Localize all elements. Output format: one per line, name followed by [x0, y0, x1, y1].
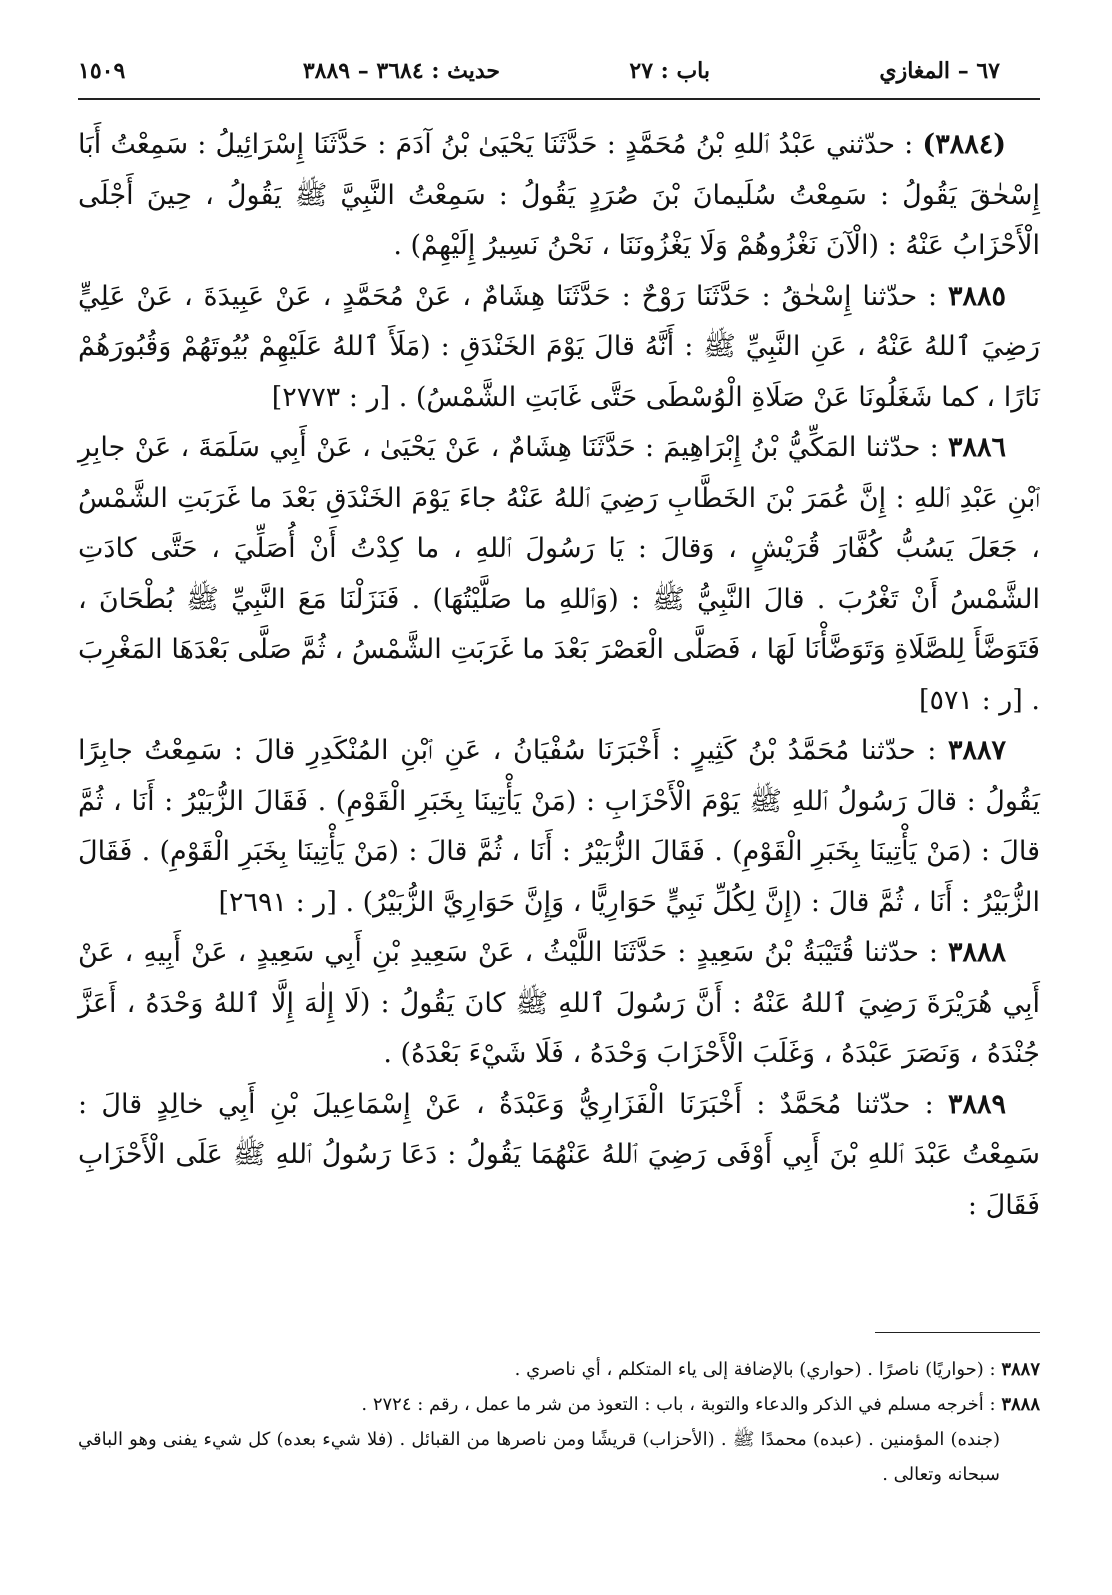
- hadith-number: ٣٨٨٧: [947, 735, 1006, 766]
- hadith-number: ٣٨٨٥: [947, 280, 1006, 312]
- hadith-paragraph: [78, 120, 1040, 272]
- footnote-text: : أخرجه مسلم في الذكر والدعاء والتوبة ، باب : التعوذ من شر ما عمل ، رقم : ٢٧٢٤ .: [361, 1394, 1002, 1415]
- footnote-text: (جنده) المؤمنين . (عبده) محمدًا ﷺ . (الأحزاب) قريشًا ومن ناصرها من القبائل . (فلا شيء بعده) كل شيء يفنى وهو الباقي سبحانه وتعالى .: [78, 1429, 1001, 1485]
- hadith-paragraph: [78, 726, 1040, 928]
- hadith-number: ٣٨٨٨: [947, 937, 1006, 968]
- hadith-number: ٣٨٨٩: [947, 1088, 1006, 1120]
- footnote: [78, 1387, 1040, 1422]
- bab-number: باب : ٢٧: [629, 58, 710, 84]
- hadith-number: (٣٨٨٤): [922, 129, 1006, 160]
- hadith-paragraph: [78, 1080, 1040, 1232]
- hadith-paragraph: [78, 272, 1040, 424]
- footnote: [78, 1352, 1040, 1387]
- hadith-text: : حدّثنا المَكِّيُّ بْنُ إِبْرَاهِيمَ : حَدَّثَنَا هِشَامٌ ، عَنْ يَحْيَىٰ ، عَنْ أَبِي سَلَمَةَ ، عَنْ جابِرِ ٱبْنِ عَبْدِ ٱللهِ : إِنَّ عُمَرَ بْنَ الخَطَّابِ رَضِيَ ٱللهُ عَنْهُ جاءَ يَوْمَ الخَنْدَقِ بَعْدَ ما غَرَبَتِ الشَّمْسُ ، جَعَلَ يَسُبُّ كُفَّارَ قُرَيْشٍ ، وَقالَ : يَا رَسُولَ ٱللهِ ، ما كِدْتُ أَنْ أُصَلِّيَ ، حَتَّى كادَتِ الشَّمْسُ أَنْ تَغْرُبَ . قالَ النَّبِيُّ ﷺ : (وَٱللهِ ما صَلَّيْتُهَا) . فَنَزَلْنَا مَعَ النَّبِيِّ ﷺ بُطْحَانَ ، فَتَوَضَّأَ لِلصَّلَاةِ وَتَوَضَّأْنَا لَهَا ، فَصَلَّى الْعَصْرَ بَعْدَ ما غَرَبَتِ الشَّمْسُ ، ثُمَّ صَلَّى بَعْدَهَا المَغْرِبَ . [ر : ٥٧١]: [78, 432, 1041, 716]
- hadith-paragraph: [78, 423, 1040, 726]
- footnote-number: ٣٨٨٨: [1001, 1394, 1040, 1415]
- footnote-number: ٣٨٨٧: [1001, 1359, 1040, 1380]
- running-header: [78, 54, 1040, 88]
- book-page: [78, 40, 1040, 1560]
- hadith-text: : حدّثني عَبْدُ ٱللهِ بْنُ مُحَمَّدٍ : حَدَّثَنَا يَحْيَىٰ بْنُ آدَمَ : حَدَّثَنَا إِسْرَائِيلُ : سَمِعْتُ أَبَا إِسْحٰقَ يَقُولُ : سَمِعْتُ سُلَيمانَ بْنَ صُرَدٍ يَقُولُ : سَمِعْتُ النَّبِيَّ ﷺ يَقُولُ ، حِينَ أَجْلَى الْأَحْزَابُ عَنْهُ : (الْآنَ نَغْزُوهُمْ وَلَا يَغْزُونَنَا ، نَحْنُ نَسِيرُ إِلَيْهِمْ) .: [78, 129, 1040, 261]
- chapter-title: ٦٧ – المغازي: [879, 58, 1000, 84]
- page-number: ١٥٠٩: [78, 58, 126, 84]
- hadith-range: حديث : ٣٦٨٤ – ٣٨٨٩: [302, 58, 500, 84]
- hadith-text: : حدّثنا مُحَمَّدُ بْنُ كَثِيرٍ : أَخْبَرَنَا سُفْيَانُ ، عَنِ ٱبْنِ المُنْكَدِرِ قالَ : سَمِعْتُ جابِرًا يَقُولُ : قالَ رَسُولُ ٱللهِ ﷺ يَوْمَ الْأَحْزَابِ : (مَنْ يَأْتِينَا بِخَبَرِ الْقَوْمِ) . فَقَالَ الزُّبَيْرُ : أَنَا ، ثُمَّ قالَ : (مَنْ يَأْتِينَا بِخَبَرِ الْقَوْمِ) . فَقَالَ الزُّبَيْرُ : أَنَا ، ثُمَّ قالَ : (مَنْ يَأْتِينَا بِخَبَرِ الْقَوْمِ) . فَقَالَ الزُّبَيْرُ : أَنَا ، ثُمَّ قالَ : (إِنَّ لِكُلِّ نَبِيٍّ حَوَارِيًّا ، وَإِنَّ حَوَارِيَّ الزُّبَيْرُ) . [ر : ٢٦٩١]: [78, 735, 1040, 918]
- hadith-text: : حدّثنا مُحَمَّدٌ : أَخْبَرَنَا الْفَزَارِيُّ وَعَبْدَةُ ، عَنْ إِسْمَاعِيلَ بْنِ أَبِي خالِدٍ قالَ : سَمِعْتُ عَبْدَ ٱللهِ بْنَ أَبِي أَوْفَى رَضِيَ ٱللهُ عَنْهُمَا يَقُولُ : دَعَا رَسُولُ ٱللهِ ﷺ عَلَى الْأَحْزَابِ فَقَالَ :: [78, 1088, 1040, 1221]
- hadith-text: : حدّثنا إِسْحٰقُ : حَدَّثَنَا رَوْحٌ : حَدَّثَنَا هِشَامٌ ، عَنْ مُحَمَّدٍ ، عَنْ عَبِيدَةَ ، عَنْ عَلِيٍّ رَضِيَ ٱللهُ عَنْهُ ، عَنِ النَّبِيِّ ﷺ : أَنَّهُ قالَ يَوْمَ الخَنْدَقِ : (مَلَأَ ٱللهُ عَلَيْهِمْ بُيُوتَهُمْ وَقُبُورَهُمْ نَارًا ، كما شَغَلُونَا عَنْ صَلَاةِ الْوُسْطَى حَتَّى غَابَتِ الشَّمْسُ) . [ر : ٢٧٧٣]: [78, 280, 1040, 413]
- footnote-continuation: [78, 1422, 1040, 1492]
- main-text: [78, 120, 1040, 1231]
- hadith-text: : حدّثنا قُتَيْبَةُ بْنُ سَعِيدٍ : حَدَّثَنَا اللَّيْثُ ، عَنْ سَعِيدِ بْنِ أَبِي سَعِيدٍ ، عَنْ أَبِيهِ ، عَنْ أَبِي هُرَيْرَةَ رَضِيَ ٱللهُ عَنْهُ : أَنَّ رَسُولَ ٱللهِ ﷺ كانَ يَقُولُ : (لَا إِلٰهَ إِلَّا ٱللهُ وَحْدَهُ ، أَعَزَّ جُنْدَهُ ، وَنَصَرَ عَبْدَهُ ، وَغَلَبَ الْأَحْزَابَ وَحْدَهُ ، فَلَا شَيْءَ بَعْدَهُ) .: [78, 937, 1040, 1069]
- footnote-divider: [875, 1332, 1040, 1333]
- footnotes: [78, 1352, 1040, 1492]
- footnote-text: : (حواريًا) ناصرًا . (حواري) بالإضافة إلى ياء المتكلم ، أي ناصري .: [514, 1359, 1002, 1380]
- header-divider: [78, 98, 1040, 100]
- hadith-number: ٣٨٨٦: [947, 432, 1006, 463]
- hadith-paragraph: [78, 928, 1040, 1080]
